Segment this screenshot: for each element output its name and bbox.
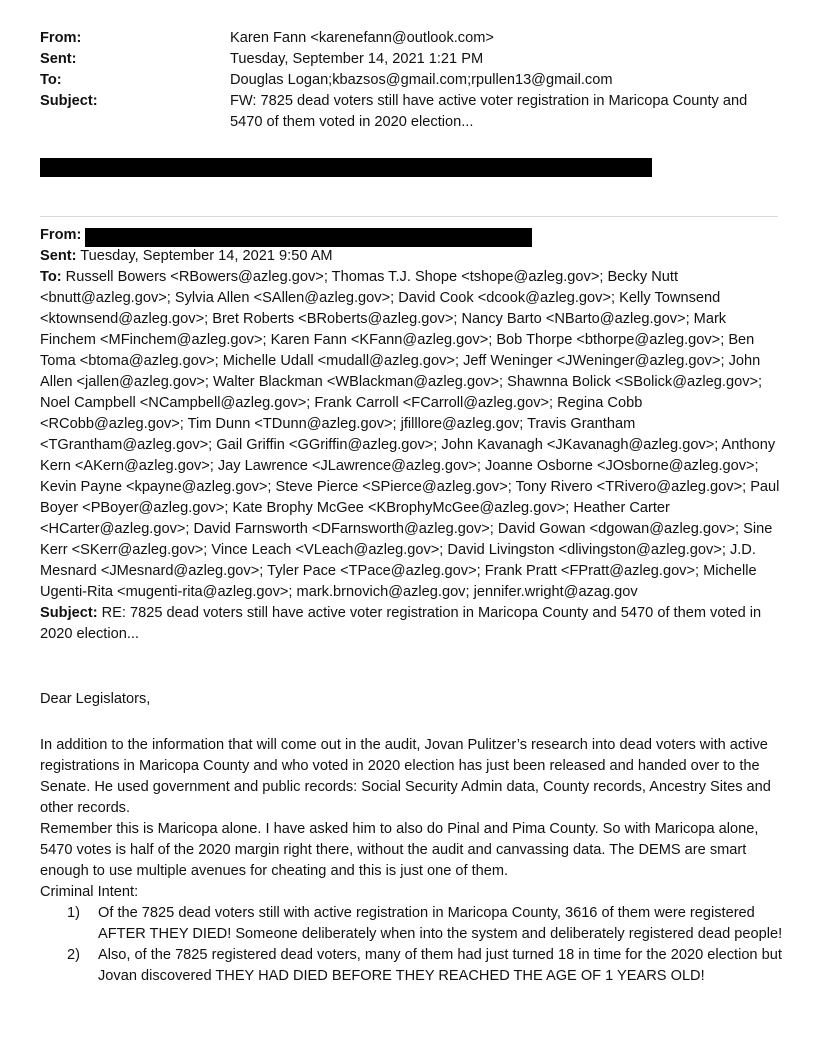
inner-to-value: Russell Bowers <RBowers@azleg.gov>; Thomas T.J. Shope <tshope@azleg.gov>; Becky Nutt <bnutt@azleg.gov>; Sylvia Allen <SAllen@azleg.gov>; David Cook <dcook@azleg.gov>; Kelly Townsend <ktownsend@azleg.gov>; Bret Roberts <BRoberts@azleg.gov>; Nancy Barto <NBarto@azleg.gov>; Mark Finchem <MFinchem@azleg.gov>; Karen Fann <KFann@azleg.gov>; Bob Thorpe <bthorpe@azleg.gov>; Ben Toma <btoma@azleg.gov>; Michelle Udall <mudall@azleg.gov>; Jeff Weninger <JWeninger@azleg.gov>; John Allen <jallen@azleg.gov>; Walter Blackman <WBlackman@azleg.gov>; Shawnna Bolick <SBolick@azleg.gov>; Noel Campbell <NCampbell@azleg.gov>; Frank Carroll <FCarroll@azleg.gov>; Regina Cobb <RCobb@azleg.gov>; Tim Dunn <TDunn@azleg.gov>; jfilllore@azleg.gov; Travis Grantham <TGrantham@azleg.gov>; Gail Griffin <GGriffin@azleg.gov>; John Kavanagh <JKavanagh@azleg.gov>; Anthony Kern <AKern@azleg.gov>; Jay Lawrence <JLawrence@azleg.gov>; Joanne Osborne <JOsborne@azleg.gov>; Kevin Payne <kpayne@azleg.gov>; Steve Pierce <SPierce@azleg.gov>; Tony Rivero <TRivero@azleg.gov>; Paul Boyer <PBoyer@azleg.gov>; Kate Brophy McGee <KBrophyMcGee@azleg.gov>; Heather Carter <HCarter@azleg.gov>; David Farnsworth <DFarnsworth@azleg.gov>; David Gowan <dgowan@azleg.gov>; Sine Kerr <SKerr@azleg.gov>; Vince Leach <VLeach@azleg.gov>; David Livingston <dlivingston@azleg.gov>; J.D. Mesnard <JMesnard@azleg.gov>; Tyler Pace <TPace@azleg.gov>; Frank Pratt <FPratt@azleg.gov>; Michelle Ugenti-Rita <mugenti-rita@azleg.gov>; mark.brnovich@azleg.gov; jennifer.wright@azag.gov (40, 269, 780, 600)
redaction-bar (40, 158, 652, 177)
message-divider (40, 216, 778, 217)
sent-label: Sent: (40, 51, 77, 67)
list-item (40, 903, 785, 945)
sent-row (40, 49, 780, 70)
inner-to-row (40, 267, 785, 603)
list-item-text: Of the 7825 dead voters still with active registration in Maricopa County, 3616 of them were registered AFTER THEY DIED! Someone deliberately when into the system and deliberately registered dead people! (98, 905, 783, 942)
list-item-number: 1) (67, 905, 80, 921)
list-item-number: 2) (67, 947, 80, 963)
subject-value: FW: 7825 dead voters still have active voter registration in Maricopa County and 5470 of them voted in 2020 election... (230, 93, 748, 130)
paragraph-maricopa: Remember this is Maricopa alone. I have asked him to also do Pinal and Pima County. So with Maricopa alone, 5470 votes is half of the 2020 margin right there, without the audit and canvassing data. The DEMS are smart enough to use multiple avenues for cheating and this is just one of them. (40, 821, 759, 879)
intent-heading: Criminal Intent: (40, 884, 139, 900)
inner-from-label: From: (40, 227, 82, 243)
message-body (40, 735, 785, 987)
inner-sent-value: Tuesday, September 14, 2021 9:50 AM (80, 248, 333, 264)
list-item (40, 945, 785, 987)
inner-sent-row (40, 246, 785, 267)
to-value: Douglas Logan;kbazsos@gmail.com;rpullen13@gmail.com (230, 72, 613, 88)
intent-list (40, 903, 785, 987)
inner-subject-label: Subject: (40, 605, 98, 621)
greeting: Dear Legislators, (40, 691, 151, 707)
from-value: Karen Fann <karenefann@outlook.com> (230, 30, 494, 46)
from-label: From: (40, 30, 82, 46)
inner-to-label: To: (40, 269, 62, 285)
forward-header (40, 28, 780, 133)
original-message-header (40, 225, 785, 645)
to-row (40, 70, 780, 91)
list-item-text: Also, of the 7825 registered dead voters, many of them had just turned 18 in time for the 2020 election but Jovan discovered THEY HAD DIED BEFORE THEY REACHED THE AGE OF 1 YEARS OLD! (98, 947, 782, 984)
to-label: To: (40, 72, 62, 88)
subject-label: Subject: (40, 93, 98, 109)
sent-value: Tuesday, September 14, 2021 1:21 PM (230, 51, 484, 67)
inner-subject-value: RE: 7825 dead voters still have active voter registration in Maricopa County and 5470 of them voted in 2020 election... (40, 605, 762, 642)
paragraph-research: In addition to the information that will come out in the audit, Jovan Pulitzer’s research into dead voters with active registrations in Maricopa County and who voted in 2020 election has just been released and handed over to the Senate. He used government and public records: Social Security Admin data, County records, Ancestry Sites and other records. (40, 737, 771, 816)
sender-redaction-bar (85, 228, 532, 247)
from-row (40, 28, 780, 49)
inner-sent-label: Sent: (40, 248, 77, 264)
subject-row (40, 91, 780, 133)
inner-subject-row (40, 603, 785, 645)
